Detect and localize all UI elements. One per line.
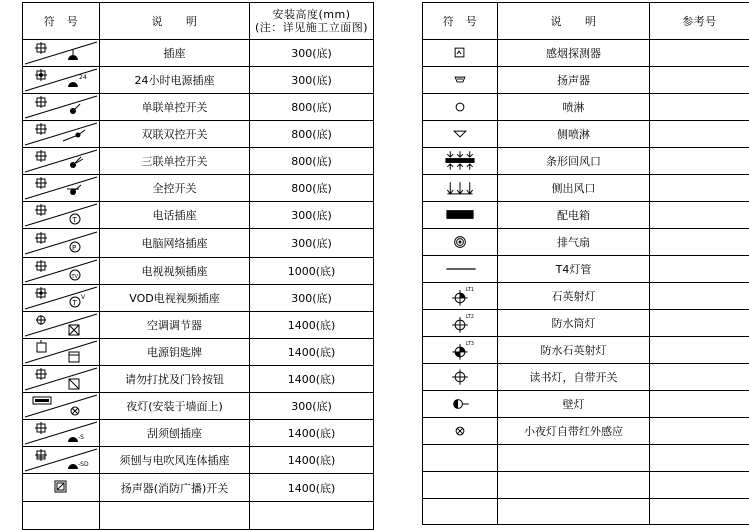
svg-text:T: T [72,299,77,307]
description-cell: 侧出风口 [498,175,650,202]
reference-cell [650,364,749,391]
svg-text:LT3: LT3 [465,341,474,348]
height-cell: 1400(底) [250,447,374,474]
description-cell: 电源钥匙牌 [100,339,250,366]
table-row [423,202,749,229]
height-cell: 1400(底) [250,366,374,393]
table-row [23,94,374,121]
svg-text:V: V [81,294,86,301]
empty-symbol-cell [423,445,498,472]
table-row [423,40,749,67]
svg-text:T: T [72,216,77,224]
table-row [423,310,749,337]
reference-cell [650,337,749,364]
description-cell: 单联单控开关 [100,94,250,121]
ac-controller-icon [23,312,100,339]
description-cell: 感烟探测器 [498,40,650,67]
description-cell: 电脑网络插座 [100,229,250,258]
table-row [423,67,749,94]
linear-return-vent-icon [423,148,498,175]
table-row [423,121,749,148]
table-row [23,67,374,94]
dnd-doorbell-icon [23,366,100,393]
height-cell: 1000(底) [250,258,374,285]
reference-cell [650,471,749,498]
height-cell: 800(底) [250,175,374,202]
table-row [423,445,749,472]
description-cell: 刮须刨插座 [100,420,250,447]
height-header [250,3,374,40]
reference-cell [650,391,749,418]
socket-icon [23,40,100,67]
description-cell: 防水石英射灯 [498,337,650,364]
symbol-header: 符 号 [23,3,100,40]
table-row [23,175,374,202]
height-cell: 800(底) [250,148,374,175]
master-switch-icon [23,175,100,202]
description-header: 说 明 [100,3,250,40]
description-cell: 读书灯，自带开关 [498,364,650,391]
smoke-detector-icon [423,40,498,67]
table-row [23,447,374,474]
height-cell: 300(底) [250,285,374,312]
shaver-dryer-socket-icon [23,447,100,474]
svg-text:-S: -S [78,434,84,441]
table-row [23,40,374,67]
table-row [23,393,374,420]
svg-text:TV: TV [71,274,78,280]
vod-socket-icon [23,285,100,312]
side-outlet-vent-icon [423,175,498,202]
height-header-line2: (注：详见施工立面图) [254,21,369,34]
reference-cell [650,94,749,121]
left-legend-table [22,2,374,530]
description-cell: 夜灯(安装于墙面上) [100,393,250,420]
description-cell: 侧喷淋 [498,121,650,148]
reference-cell [650,310,749,337]
table-row [23,258,374,285]
symbol-header: 符 号 [423,3,498,40]
table-row [423,337,749,364]
table-row [23,502,374,530]
right-legend-table [422,2,749,525]
description-cell: 壁灯 [498,391,650,418]
quartz-spotlight-icon [423,283,498,310]
description-cell: VOD电视视频插座 [100,285,250,312]
table-row [23,121,374,148]
table-row [23,312,374,339]
height-cell: 300(底) [250,202,374,229]
t4-lamp-icon [423,256,498,283]
side-sprinkler-icon [423,121,498,148]
height-cell: 1400(底) [250,474,374,502]
left-header-row [23,3,374,40]
table-row [23,339,374,366]
description-cell: T4灯管 [498,256,650,283]
double-switch-icon [23,121,100,148]
description-cell: 空调调节器 [100,312,250,339]
description-cell [100,502,250,530]
description-cell [498,471,650,498]
reference-cell [650,40,749,67]
triple-switch-icon [23,148,100,175]
svg-text:24: 24 [79,74,87,81]
reference-cell [650,67,749,94]
description-cell: 石英射灯 [498,283,650,310]
reference-cell [650,256,749,283]
height-cell: 300(底) [250,393,374,420]
waterproof-downlight-icon [423,310,498,337]
wall-lamp-icon [423,391,498,418]
reference-cell [650,418,749,445]
sprinkler-icon [423,94,498,121]
table-row [23,229,374,258]
height-header-line1: 安装高度(mm) [272,8,351,21]
description-cell: 双联双控开关 [100,121,250,148]
table-row [423,148,749,175]
reference-cell [650,445,749,472]
table-row [23,420,374,447]
table-row [23,148,374,175]
description-cell: 小夜灯自带红外感应 [498,418,650,445]
exhaust-fan-icon [423,229,498,256]
description-cell [498,445,650,472]
svg-text:LT1: LT1 [465,287,474,294]
table-row [423,256,749,283]
reference-cell [650,498,749,525]
height-cell: 1400(底) [250,420,374,447]
table-row [23,285,374,312]
description-header: 说 明 [498,3,650,40]
reading-light-icon [423,364,498,391]
table-row [423,498,749,525]
empty-symbol-cell [23,502,100,530]
shaver-socket-icon [23,420,100,447]
height-cell: 300(底) [250,229,374,258]
table-row [23,474,374,502]
table-row [423,471,749,498]
description-cell: 配电箱 [498,202,650,229]
reference-cell [650,229,749,256]
description-cell: 喷淋 [498,94,650,121]
description-cell: 扬声器(消防广播)开关 [100,474,250,502]
distribution-box-icon [423,202,498,229]
description-cell: 全控开关 [100,175,250,202]
height-cell: 300(底) [250,67,374,94]
reference-header: 参考号 [650,3,749,40]
speaker-switch-icon [23,474,100,502]
height-cell [250,502,374,530]
reference-cell [650,283,749,310]
description-cell: 24小时电源插座 [100,67,250,94]
description-cell: 插座 [100,40,250,67]
height-cell: 800(底) [250,94,374,121]
empty-symbol-cell [423,498,498,525]
svg-text:LT2: LT2 [465,314,474,321]
single-switch-icon [23,94,100,121]
height-cell: 300(底) [250,40,374,67]
empty-symbol-cell [423,471,498,498]
height-cell: 800(底) [250,121,374,148]
description-cell: 电视视频插座 [100,258,250,285]
reference-cell [650,121,749,148]
right-header-row [423,3,749,40]
description-cell [498,498,650,525]
description-cell: 排气扇 [498,229,650,256]
reference-cell [650,148,749,175]
description-cell: 须刨与电吹风连体插座 [100,447,250,474]
key-card-icon [23,339,100,366]
speaker-icon [423,67,498,94]
table-row [423,418,749,445]
tv-socket-icon [23,258,100,285]
network-socket-icon [23,229,100,258]
night-light-icon [23,393,100,420]
table-row [423,229,749,256]
table-row [423,391,749,418]
svg-text:P: P [72,244,77,252]
height-cell: 1400(底) [250,312,374,339]
table-row [23,366,374,393]
table-row [423,175,749,202]
description-cell: 扬声器 [498,67,650,94]
table-row [23,202,374,229]
reference-cell [650,202,749,229]
waterproof-quartz-spotlight-icon [423,337,498,364]
description-cell: 请勿打扰及门铃按钮 [100,366,250,393]
description-cell: 防水筒灯 [498,310,650,337]
svg-text:-SD: -SD [78,461,89,468]
description-cell: 三联单控开关 [100,148,250,175]
description-cell: 电话插座 [100,202,250,229]
table-row [423,364,749,391]
socket-24h-icon [23,67,100,94]
table-row [423,283,749,310]
night-light-sensor-icon [423,418,498,445]
table-row [423,94,749,121]
description-cell: 条形回风口 [498,148,650,175]
reference-cell [650,175,749,202]
height-cell: 1400(底) [250,339,374,366]
phone-socket-icon [23,202,100,229]
